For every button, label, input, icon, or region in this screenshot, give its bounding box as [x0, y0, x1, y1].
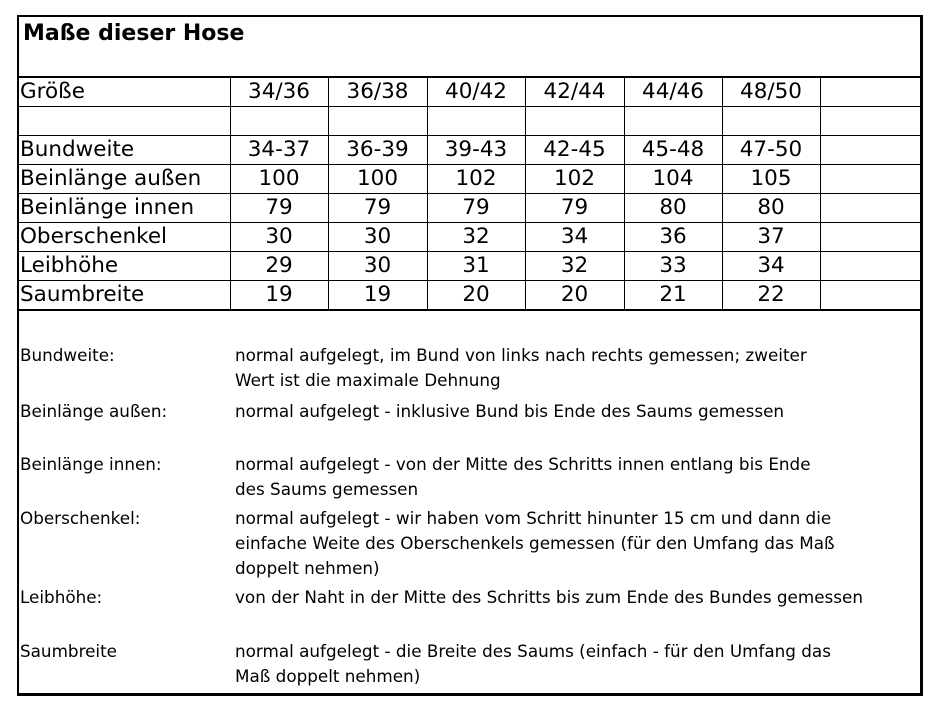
table-cell: 36 — [624, 223, 722, 252]
table-row — [17, 252, 923, 281]
row-label: Leibhöhe — [17, 252, 230, 281]
row-label: Beinlänge außen — [17, 165, 230, 194]
table-row — [17, 281, 923, 311]
table-cell — [820, 281, 923, 311]
table-cell — [427, 107, 525, 136]
table-cell: 45-48 — [624, 136, 722, 165]
header-row — [17, 77, 923, 107]
note-text: von der Naht in der Mitte des Schritts bis zum Ende des Bundes gemessen — [235, 587, 863, 607]
table-cell: 79 — [427, 194, 525, 223]
table-cell: 36/38 — [328, 77, 427, 107]
note-label: Beinlänge außen: — [20, 401, 168, 421]
measurement-table — [17, 76, 923, 311]
table-cell: 34/36 — [230, 77, 328, 107]
table-cell: 34 — [525, 223, 624, 252]
table-cell: 30 — [230, 223, 328, 252]
note-text: normal aufgelegt - die Breite des Saums (einfach - für den Umfang das Maß doppelt nehmen) — [235, 641, 831, 686]
table-cell — [230, 107, 328, 136]
row-label: Größe — [17, 77, 230, 107]
table-cell: 32 — [427, 223, 525, 252]
table-cell — [820, 136, 923, 165]
row-label: Beinlänge innen — [17, 194, 230, 223]
table-cell — [328, 107, 427, 136]
row-label — [17, 107, 230, 136]
table-cell: 21 — [624, 281, 722, 311]
spacer-row — [17, 107, 923, 136]
note-text: normal aufgelegt - wir haben vom Schritt hinunter 15 cm und dann die einfache Weite des Oberschenkels gemessen (für den Umfang das Maß doppelt nehmen) — [235, 508, 835, 578]
table-cell: 80 — [624, 194, 722, 223]
table-cell: 102 — [525, 165, 624, 194]
table-row — [17, 223, 923, 252]
table-cell: 79 — [230, 194, 328, 223]
row-label: Saumbreite — [17, 281, 230, 311]
table-cell — [820, 165, 923, 194]
table-cell: 29 — [230, 252, 328, 281]
table-cell: 100 — [230, 165, 328, 194]
table-cell: 40/42 — [427, 77, 525, 107]
table-cell: 20 — [525, 281, 624, 311]
table-cell: 34-37 — [230, 136, 328, 165]
table-cell: 104 — [624, 165, 722, 194]
table-cell — [820, 252, 923, 281]
table-cell — [820, 223, 923, 252]
table-cell: 102 — [427, 165, 525, 194]
table-cell: 33 — [624, 252, 722, 281]
table-cell: 39-43 — [427, 136, 525, 165]
table-cell: 19 — [230, 281, 328, 311]
table-cell: 34 — [722, 252, 820, 281]
table-cell — [525, 107, 624, 136]
table-cell: 47-50 — [722, 136, 820, 165]
table-cell: 42/44 — [525, 77, 624, 107]
note-label: Saumbreite — [20, 641, 117, 661]
note-label: Bundweite: — [20, 345, 115, 365]
table-cell: 30 — [328, 223, 427, 252]
table-cell: 36-39 — [328, 136, 427, 165]
note-text: normal aufgelegt - inklusive Bund bis Ende des Saums gemessen — [235, 401, 785, 421]
table-cell: 79 — [328, 194, 427, 223]
table-row — [17, 136, 923, 165]
page-title: Maße dieser Hose — [23, 21, 245, 46]
size-chart — [17, 15, 923, 696]
table-cell — [722, 107, 820, 136]
table-cell: 30 — [328, 252, 427, 281]
table-cell: 37 — [722, 223, 820, 252]
table-row — [17, 165, 923, 194]
row-label: Oberschenkel — [17, 223, 230, 252]
table-cell — [820, 107, 923, 136]
table-cell: 80 — [722, 194, 820, 223]
note-text: normal aufgelegt - von der Mitte des Schritts innen entlang bis Ende des Saums gemessen — [235, 454, 811, 499]
table-cell: 22 — [722, 281, 820, 311]
table-cell: 32 — [525, 252, 624, 281]
note-text: normal aufgelegt, im Bund von links nach rechts gemessen; zweiter Wert ist die maximale Dehnung — [235, 345, 807, 390]
table-cell: 105 — [722, 165, 820, 194]
row-label: Bundweite — [17, 136, 230, 165]
note-label: Leibhöhe: — [20, 587, 103, 607]
table-row — [17, 194, 923, 223]
table-cell — [820, 77, 923, 107]
table-cell: 100 — [328, 165, 427, 194]
table-cell — [820, 194, 923, 223]
table-cell: 42-45 — [525, 136, 624, 165]
table-cell: 79 — [525, 194, 624, 223]
table-cell: 31 — [427, 252, 525, 281]
note-label: Beinlänge innen: — [20, 454, 162, 474]
table-cell — [624, 107, 722, 136]
table-cell: 48/50 — [722, 77, 820, 107]
table-cell: 20 — [427, 281, 525, 311]
table-cell: 19 — [328, 281, 427, 311]
table-cell: 44/46 — [624, 77, 722, 107]
note-label: Oberschenkel: — [20, 508, 141, 528]
